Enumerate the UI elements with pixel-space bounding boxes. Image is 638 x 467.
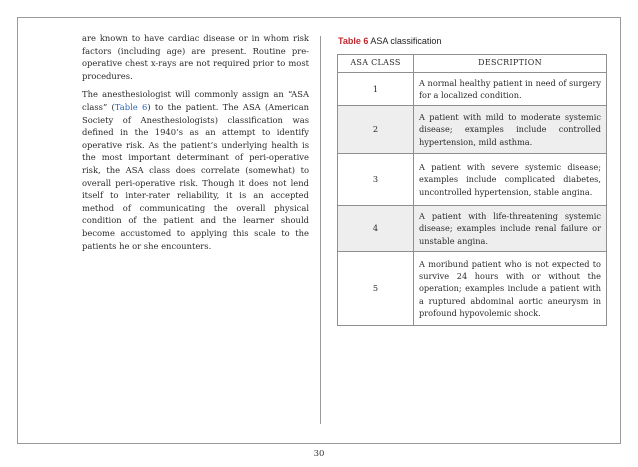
table-row <box>338 106 607 154</box>
paragraph-asa-text-end: ) to the patient. The ASA (American Society of Anesthesiologists) classification was defined in the 1940’s as an attempt to identify operative risk. As the patient’s underlying health is the most important determinant of peri-operative risk, the ASA class does correlate (somewhat) to overall peri-operative risk. Though it does not lend itself to inter-rater reliability, it is an accepted method of communicating the overall physical condition of the patient and the learner should become accustomed to applying this scale to the patients he or she encounters. <box>82 101 309 251</box>
header-asa-class: ASA CLASS <box>338 55 414 73</box>
table-caption <box>338 36 441 46</box>
asa-class-cell: 3 <box>338 154 414 206</box>
table-caption-number: Table 6 <box>338 36 369 46</box>
table-header-row <box>338 55 607 73</box>
paragraph-asa-text-start: The anesthesiologist will commonly assign an “ASA class” ( <box>82 89 309 112</box>
paragraph-asa-class <box>82 88 309 252</box>
table-row <box>338 206 607 252</box>
body-text-column <box>82 32 309 258</box>
table-row <box>338 154 607 206</box>
table-row <box>338 252 607 326</box>
description-cell: A patient with life-threatening systemic disease; examples include renal failure or unstable angina. <box>414 206 607 252</box>
asa-class-cell: 2 <box>338 106 414 154</box>
description-cell: A patient with severe systemic disease; examples include complicated diabetes, uncontrolled hypertension, stable angina. <box>414 154 607 206</box>
table-caption-title: ASA classification <box>370 36 442 46</box>
description-cell: A patient with mild to moderate systemic disease; examples include controlled hypertension, mild asthma. <box>414 106 607 154</box>
asa-class-cell: 1 <box>338 73 414 106</box>
asa-class-cell: 4 <box>338 206 414 252</box>
asa-classification-table <box>337 54 607 326</box>
table-6-link[interactable]: Table 6 <box>114 101 148 112</box>
column-divider <box>320 36 321 424</box>
asa-class-cell: 5 <box>338 252 414 326</box>
table-row <box>338 73 607 106</box>
description-cell: A normal healthy patient in need of surgery for a localized condition. <box>414 73 607 106</box>
paragraph-chest-xray: are known to have cardiac disease or in whom risk factors (including age) are present. Routine pre-operative chest x-rays are not required prior to most procedures. <box>82 33 309 81</box>
description-cell: A moribund patient who is not expected to survive 24 hours with or without the operation; examples include a patient with a ruptured abdominal aortic aneurysm in profound hypovolemic shock. <box>414 252 607 326</box>
page-number: 30 <box>313 449 325 459</box>
header-description: DESCRIPTION <box>414 55 607 73</box>
